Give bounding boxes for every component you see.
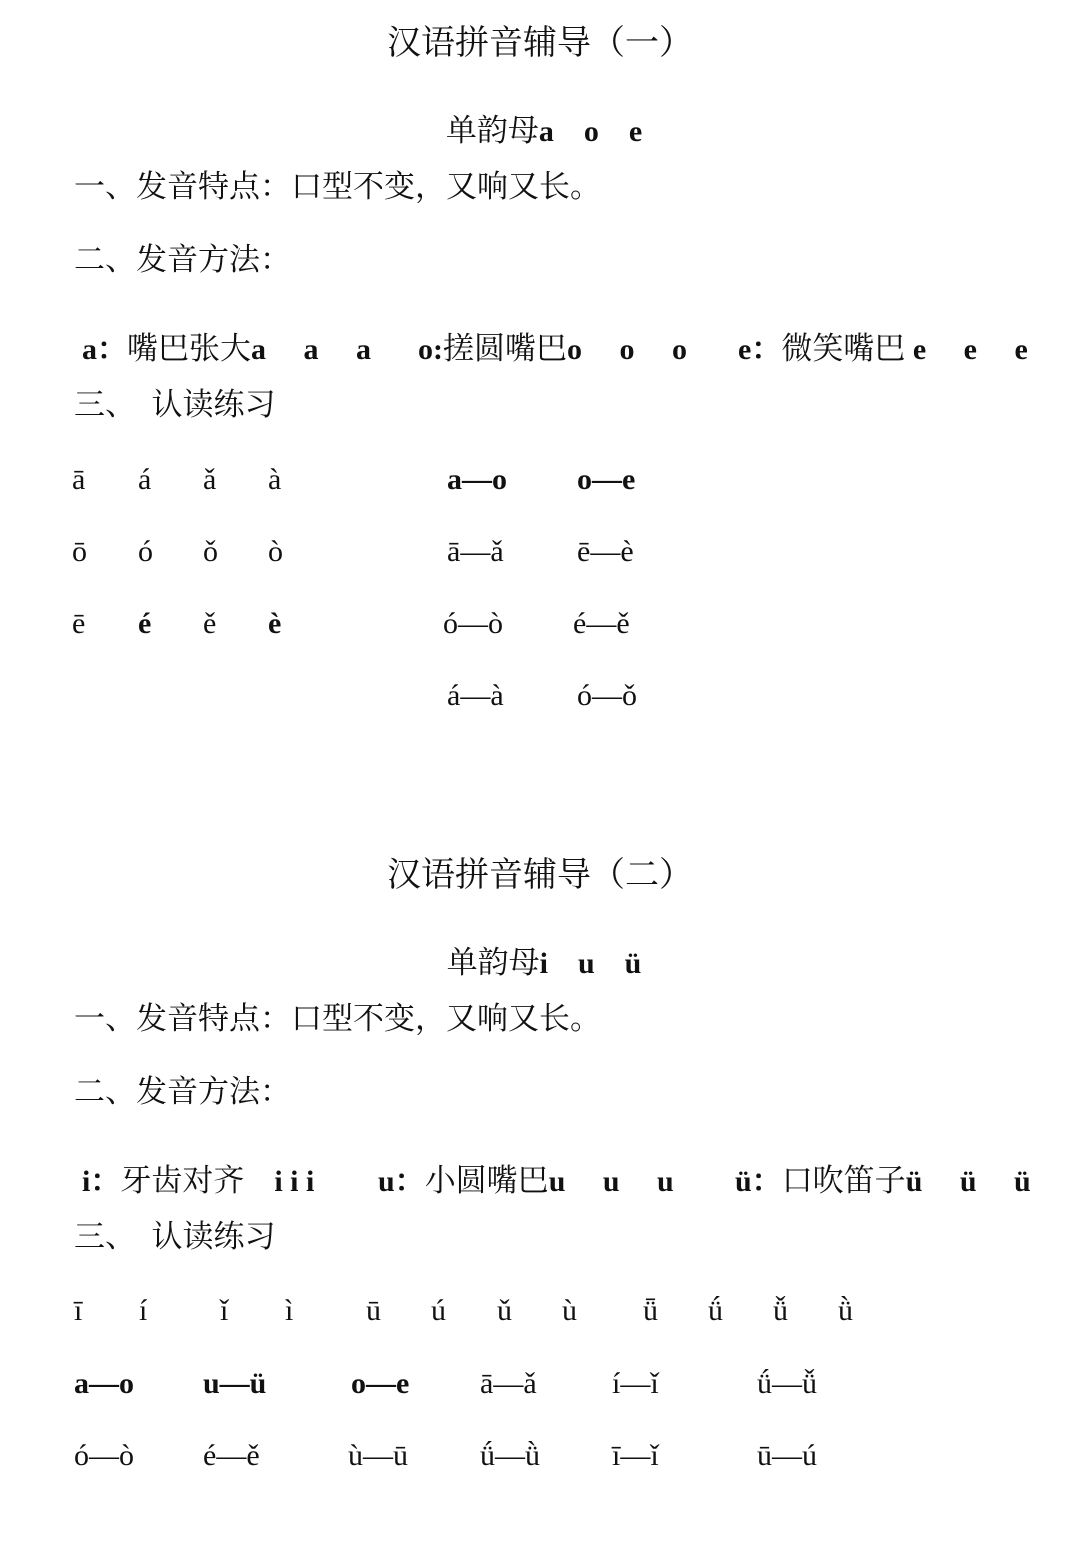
tone-cell: ì — [285, 1294, 294, 1327]
pair-cell: é—ě — [203, 1439, 260, 1472]
pair-cell: ī—ǐ — [612, 1439, 659, 1472]
pair-cell: a—o — [447, 463, 507, 496]
tone-cell: ǒ — [203, 535, 218, 568]
section1-method-e: e：微笑嘴巴 e e e — [738, 331, 1028, 367]
pair-cell: ǘ—ǚ — [757, 1367, 817, 1400]
pair-cell: ó—ò — [443, 607, 503, 640]
pair-cell: ā—ǎ — [480, 1367, 537, 1400]
section2-subtitle-py: i u ü — [539, 947, 642, 980]
section2-method-v: ü：口吹笛子ü ü ü — [735, 1163, 1031, 1199]
tone-cell: ǔ — [497, 1294, 512, 1327]
tone-cell: ú — [431, 1294, 446, 1327]
section1-method-a: a：嘴巴张大a a a — [82, 331, 371, 367]
pair-cell: ù—ū — [348, 1439, 408, 1472]
section1-point1: 一、发音特点：口型不变，又响又长。 — [74, 169, 601, 205]
pair-cell: ū—ú — [757, 1439, 817, 1472]
section1-point2: 二、发音方法： — [74, 242, 291, 278]
tone-cell: ě — [203, 607, 217, 640]
section1-method-o: o:搓圆嘴巴o o o — [418, 331, 687, 367]
section1-subtitle — [0, 100, 1080, 147]
tone-cell: ā — [72, 463, 86, 496]
tone-cell: ǖ — [643, 1294, 658, 1327]
pair-cell: u—ü — [203, 1367, 267, 1400]
tone-cell: ò — [268, 535, 283, 568]
pair-cell: é—ě — [573, 607, 630, 640]
tone-cell: ǎ — [203, 463, 217, 496]
section1-subtitle-cn: 单韵母 — [445, 113, 539, 149]
tone-cell: ǘ — [708, 1294, 723, 1327]
section1-title: 汉语拼音辅导（一） — [387, 23, 693, 63]
tone-cell: ī — [74, 1294, 83, 1327]
pair-cell: á—à — [447, 679, 504, 712]
pair-cell: ó—ǒ — [577, 679, 637, 712]
pair-cell: o—e — [577, 463, 636, 496]
tone-cell: ó — [138, 535, 153, 568]
section2-method-i: i：牙齿对齐 i i i — [82, 1163, 315, 1199]
tone-cell: ǜ — [838, 1294, 853, 1327]
pair-cell: í—ǐ — [612, 1367, 659, 1400]
tone-cell: á — [138, 463, 152, 496]
pair-cell: ē—è — [577, 535, 634, 568]
tone-cell: í — [139, 1294, 148, 1327]
section2-subtitle-cn: 单韵母 — [446, 945, 540, 981]
pair-cell: ó—ò — [74, 1439, 134, 1472]
section2-subtitle — [0, 932, 1080, 979]
tone-cell: è — [268, 607, 282, 640]
pair-cell: a—o — [74, 1367, 134, 1400]
tone-cell: ū — [366, 1294, 381, 1327]
section1-point3: 三、 认读练习 — [74, 387, 276, 423]
section2-point3: 三、 认读练习 — [74, 1219, 276, 1255]
tone-cell: ù — [562, 1294, 577, 1327]
pair-cell: o—e — [351, 1367, 410, 1400]
tone-cell: ǚ — [773, 1294, 788, 1327]
pair-cell: ǘ—ǜ — [480, 1439, 540, 1472]
tone-cell: é — [138, 607, 152, 640]
tone-cell: à — [268, 463, 282, 496]
pair-cell: ā—ǎ — [447, 535, 504, 568]
tone-cell: ǐ — [220, 1294, 229, 1327]
section2-point1: 一、发音特点：口型不变，又响又长。 — [74, 1001, 601, 1037]
section2-title: 汉语拼音辅导（二） — [387, 855, 693, 895]
section2-method-u: u：小圆嘴巴u u u — [378, 1163, 674, 1199]
section1-subtitle-py: a o e — [538, 115, 643, 148]
section2-point2: 二、发音方法： — [74, 1074, 291, 1110]
tone-cell: ē — [72, 607, 86, 640]
tone-cell: ō — [72, 535, 87, 568]
